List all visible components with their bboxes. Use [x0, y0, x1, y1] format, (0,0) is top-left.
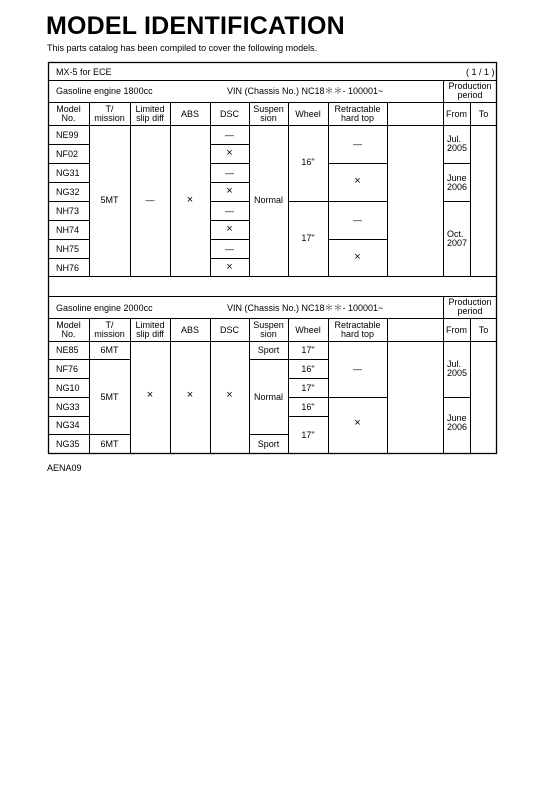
- hardtop-value: ×: [354, 251, 361, 263]
- page-title: MODEL IDENTIFICATION: [46, 12, 345, 40]
- abs-value: ×: [186, 194, 194, 206]
- table-row-model: NF02: [56, 149, 79, 159]
- suspension-value: Sport: [257, 439, 280, 449]
- transmission-value: 6MT: [100, 439, 119, 449]
- model-header: Model No.: [56, 104, 81, 123]
- catalog-label: MX-5 for ECE: [56, 67, 112, 77]
- wheel-header: Wheel: [295, 109, 321, 119]
- transmission-header: T/ mission: [94, 320, 125, 339]
- hardtop-header: Retractable hard top: [334, 320, 381, 339]
- dsc-value: ×: [226, 261, 233, 273]
- from-header: From: [446, 325, 467, 335]
- dsc-value: —: [225, 244, 234, 254]
- wheel-value: 16": [301, 402, 315, 412]
- hardtop-value: —: [353, 215, 362, 225]
- transmission-value: 5MT: [100, 392, 119, 402]
- page-indicator: ( 1 / 1 ): [466, 67, 495, 77]
- table-row-model: NE99: [56, 130, 79, 140]
- dsc-value: —: [225, 130, 234, 140]
- wheel-header: Wheel: [295, 325, 321, 335]
- suspension-value: Sport: [257, 345, 280, 355]
- wheel-value: 17": [301, 233, 315, 243]
- suspension-value: Normal: [253, 392, 283, 402]
- suspension-header: Suspen sion: [253, 104, 284, 123]
- suspension-header: Suspen sion: [253, 320, 284, 339]
- hardtop-value: —: [353, 139, 362, 149]
- dsc-header: DSC: [219, 325, 239, 335]
- production-from: Jul. 2005: [447, 359, 468, 378]
- model-header: Model No.: [56, 320, 81, 339]
- vin-label-2000: VIN (Chassis No.) NC18＊＊- 100001~: [227, 303, 384, 313]
- production-from: Jul. 2005: [447, 134, 468, 153]
- table-row-model: NG31: [56, 168, 80, 178]
- dsc-value: —: [225, 206, 234, 216]
- abs-header: ABS: [180, 325, 199, 335]
- wheel-value: 16": [301, 364, 315, 374]
- wheel-value: 17": [301, 345, 315, 355]
- dsc-value: ×: [226, 147, 233, 159]
- footer-code: AENA09: [47, 463, 82, 473]
- suspension-value: Normal: [253, 195, 283, 205]
- table-row-model: NE85: [56, 345, 79, 355]
- wheel-value: 17": [301, 383, 315, 393]
- dsc-header: DSC: [219, 109, 239, 119]
- lsd-header: Limited slip diff: [135, 320, 165, 339]
- engine-label-1800: Gasoline engine 1800cc: [56, 86, 153, 96]
- hardtop-value: —: [353, 364, 362, 374]
- abs-header: ABS: [180, 109, 199, 119]
- table-row-model: NH73: [56, 206, 80, 216]
- transmission-value: 5MT: [100, 195, 119, 205]
- wheel-value: 17": [301, 430, 315, 440]
- to-header: To: [478, 109, 489, 119]
- table-row-model: NF76: [56, 364, 79, 374]
- vin-label-1800: VIN (Chassis No.) NC18＊＊- 100001~: [227, 86, 384, 96]
- production-header: Production period: [448, 297, 492, 316]
- lsd-value: ×: [146, 389, 154, 401]
- table-row-model: NG33: [56, 402, 80, 412]
- to-header: To: [478, 325, 489, 335]
- dsc-value: ×: [226, 185, 233, 197]
- transmission-header: T/ mission: [94, 104, 125, 123]
- abs-value: ×: [186, 389, 194, 401]
- transmission-value: 6MT: [100, 345, 119, 355]
- production-header: Production period: [448, 81, 492, 100]
- table-row-model: NH76: [56, 263, 80, 273]
- hardtop-header: Retractable hard top: [334, 104, 381, 123]
- lsd-value: —: [145, 195, 155, 205]
- lsd-header: Limited slip diff: [135, 104, 165, 123]
- wheel-value: 16": [301, 157, 315, 167]
- table-row-model: NH75: [56, 244, 80, 254]
- from-header: From: [446, 109, 467, 119]
- table-row-model: NG32: [56, 187, 80, 197]
- engine-label-2000: Gasoline engine 2000cc: [56, 303, 153, 313]
- table-row-model: NG34: [56, 420, 80, 430]
- production-from: June 2006: [447, 413, 468, 432]
- dsc-value: ×: [226, 389, 233, 401]
- intro-text: This parts catalog has been compiled to cover the following models.: [47, 43, 318, 53]
- dsc-value: —: [225, 168, 234, 178]
- dsc-value: ×: [226, 223, 233, 235]
- table-row-model: NH74: [56, 225, 80, 235]
- table-row-model: NG35: [56, 439, 80, 449]
- hardtop-value: ×: [354, 175, 361, 187]
- hardtop-value: ×: [354, 417, 361, 429]
- production-from: June 2006: [447, 173, 468, 192]
- production-from: Oct. 2007: [447, 229, 468, 248]
- table-row-model: NG10: [56, 383, 80, 393]
